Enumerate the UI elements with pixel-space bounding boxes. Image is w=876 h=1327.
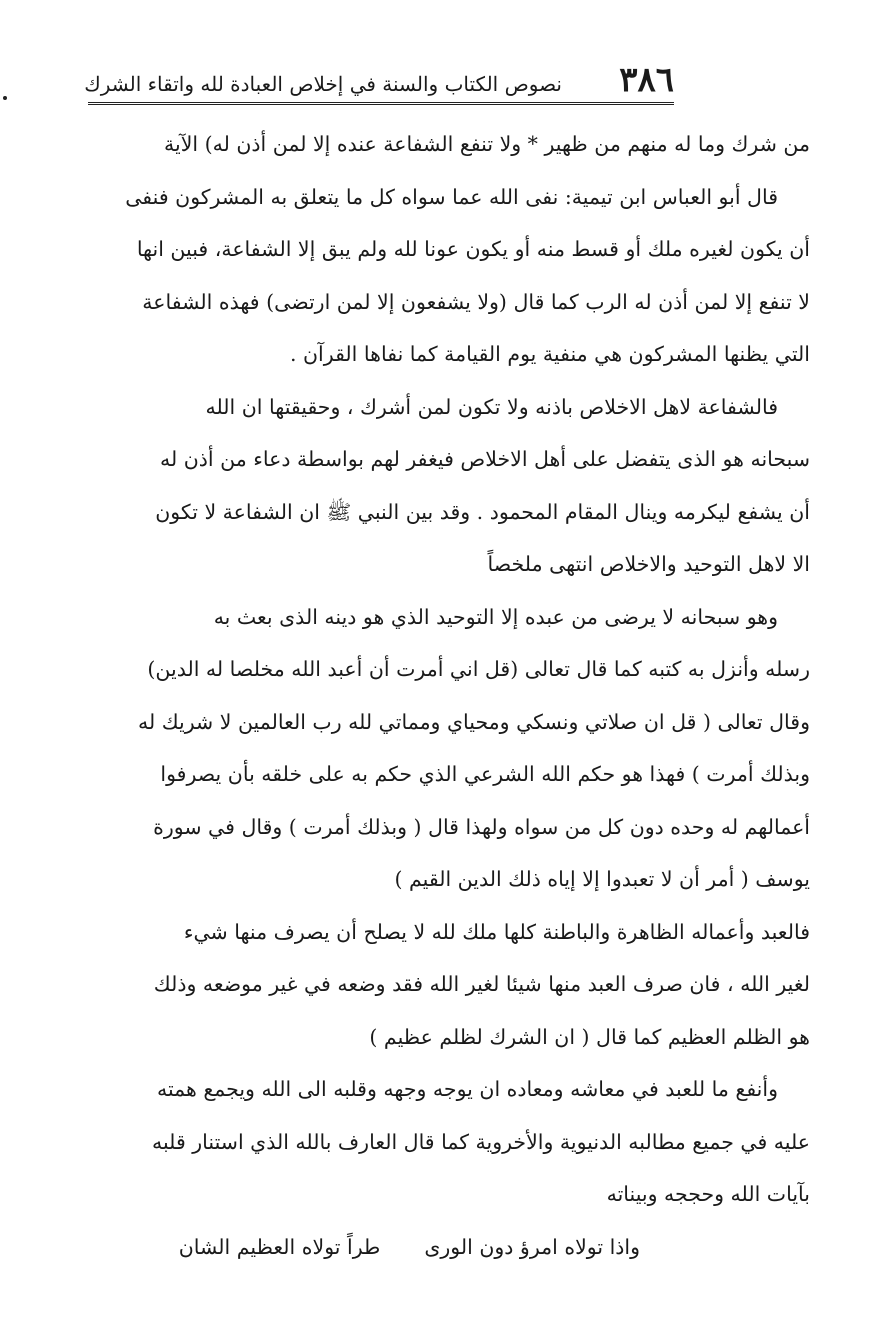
page-header [84,58,674,105]
text-line: أن يكون لغيره ملك أو قسط منه أو يكون عونا لله ولم يبق إلا الشفاعة، فبين انها [136,237,810,261]
text-line: وأنفع ما للعبد في معاشه ومعاده ان يوجه وجهه وقلبه الى الله ويجمع همته [156,1077,778,1101]
margin-mark [3,96,7,100]
text-line: الا لاهل التوحيد والاخلاص انتهى ملخصاً [487,552,810,576]
verse-second-hemistich: طراً تولاه العظيم الشان [178,1234,381,1259]
text-line: بآيات الله وحججه وبيناته [606,1182,810,1206]
text-line: هو الظلم العظيم كما قال ( ان الشرك لظلم عظيم ) [369,1024,810,1049]
text-line: قال أبو العباس ابن تيمية: نفى الله عما سواه كل ما يتعلق به المشركون فنفى [125,184,778,209]
text-line: رسله وأنزل به كتبه كما قال تعالى (قل اني أمرت أن أعبد الله مخلصا له الدين) [147,657,810,681]
text-line: وقال تعالى ( قل ان صلاتي ونسكي ومحياي ومماتي لله رب العالمين لا شريك له [138,709,810,734]
text-line: من شرك وما له منهم من ظهير * ولا تنفع الشفاعة عنده إلا لمن أذن له) الآية [164,132,810,156]
text-line: التي يظنها المشركون هي منفية يوم القيامة كما نفاها القرآن . [289,342,810,366]
text-line: لغير الله ، فان صرف العبد منها شيئا لغير الله فقد وضعه في غير موضعه وذلك [153,972,810,996]
text-line: أعمالهم له وحده دون كل من سواه ولهذا قال ( وبذلك أمرت ) وقال في سورة [153,814,810,839]
text-line: يوسف ( أمر أن لا تعبدوا إلا إياه ذلك الدين القيم ) [394,867,810,891]
running-title: نصوص الكتاب والسنة في إخلاص العبادة لله واتقاء الشرك [84,72,562,96]
text-line: أن يشفع ليكرمه وينال المقام المحمود . وقد بين النبي ﷺ ان الشفاعة لا تكون [155,499,810,524]
page-number: ٣٨٦ [619,60,674,100]
verse-line [52,1221,810,1274]
text-line: سبحانه هو الذى يتفضل على أهل الاخلاص فيغفر لهم بواسطة دعاء من أذن له [160,447,810,471]
body-text [52,118,810,1258]
text-line: وبذلك أمرت ) فهذا هو حكم الله الشرعي الذي حكم به على خلقه بأن يصرفوا [160,762,810,786]
text-line: وهو سبحانه لا يرضى من عبده إلا التوحيد الذي هو دينه الذى بعث به [213,604,778,629]
verse-gap [380,1221,424,1274]
text-line: فالشفاعة لاهل الاخلاص باذنه ولا تكون لمن أشرك ، وحقيقتها ان الله [205,394,778,419]
text-line: لا تنفع إلا لمن أذن له الرب كما قال (ولا يشفعون إلا لمن ارتضى) فهذه الشفاعة [142,289,810,314]
text-line: عليه في جميع مطالبه الدنيوية والأخروية كما قال العارف بالله الذي استنار قلبه [151,1129,810,1154]
text-line: فالعبد وأعماله الظاهرة والباطنة كلها ملك لله لا يصلح أن يصرف منها شيء [183,919,810,944]
verse-first-hemistich: واذا تولاه امرؤ دون الورى [424,1234,640,1259]
